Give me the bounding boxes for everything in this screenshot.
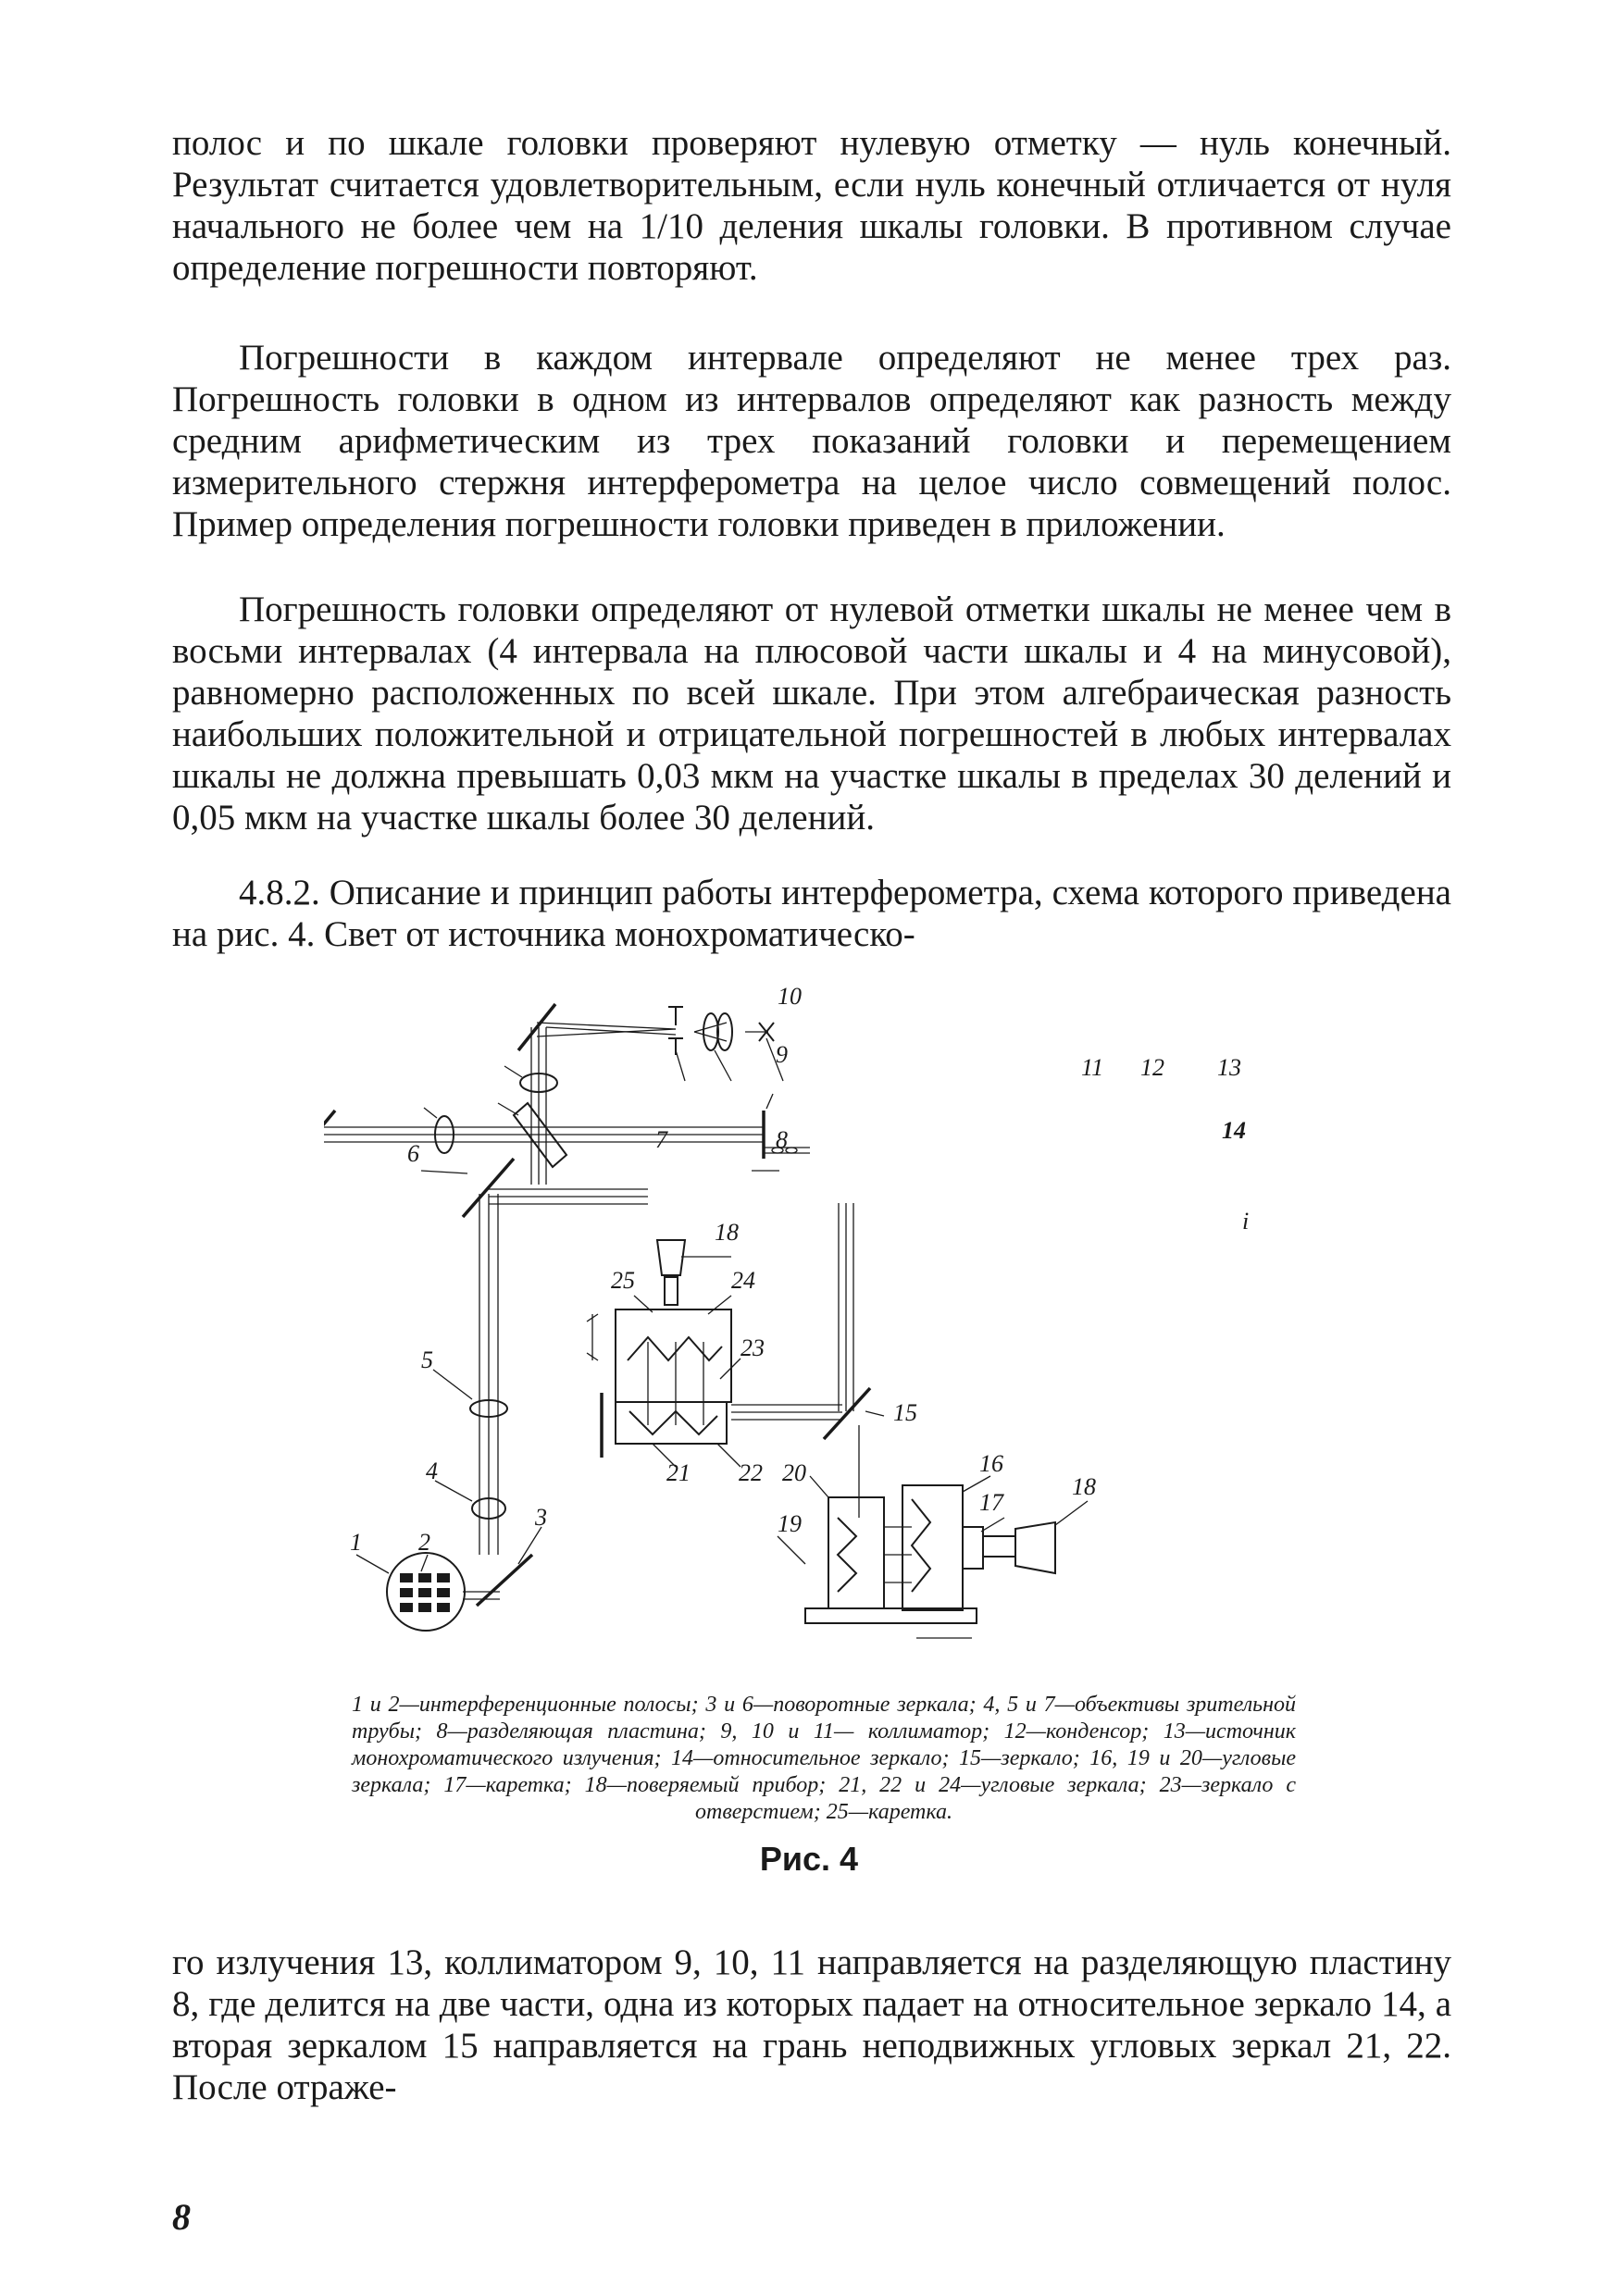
label-25: 25 [611, 1267, 635, 1294]
label-20: 20 [782, 1459, 806, 1486]
label-1: 1 [350, 1529, 362, 1556]
carriage-17-instrument-18 [963, 1522, 1055, 1573]
figure-caption: 1 и 2—интерференционные полосы; 3 и 6—поворотные зеркала; 4, 5 и 7—объективы зрительной трубы; 8—разделяющая пластина; 9, 10 и 11— коллиматор; 12—конденсор; 13—источник монохроматического излучения; 14—относительное зеркало; 15—зеркало; 16, 19 и 20—угловые зеркала; 17—каретка; 18—поверяемый прибор; 21, 22 и 24—угловые зеркала; 23—зеркало с отверстием; 25—каретка. [352, 1693, 1296, 1824]
label-8: 8 [776, 1126, 788, 1153]
paragraph-5: го излучения 13, коллиматором 9, 10, 11 направляется на разделяющую пластину 8, где делится на две части, одна из которых падает на относительное зеркало 14, а вторая зеркалом 15 направляется на грань неподвижных угловых зеркал 21, 22. После отраже- [172, 1942, 1451, 2107]
label-18-right: 18 [1072, 1473, 1096, 1500]
label-10: 10 [778, 983, 802, 1010]
label-6: 6 [407, 1140, 419, 1167]
label-18-top: 18 [715, 1219, 739, 1246]
corner-mirrors-21-22-24 [587, 1309, 731, 1458]
interference-fringes-1-2 [387, 1553, 500, 1631]
label-24: 24 [731, 1267, 755, 1294]
label-4: 4 [426, 1458, 438, 1484]
paragraph-4: 4.8.2. Описание и принцип работы интерферометра, схема которого приведена на рис. 4. Свет от источника монохроматическо- [172, 873, 1451, 954]
label-17: 17 [979, 1489, 1003, 1516]
mirror-15 [824, 1388, 870, 1439]
label-21: 21 [666, 1459, 691, 1486]
label-22: 22 [739, 1459, 763, 1486]
label-19: 19 [778, 1510, 802, 1537]
label-15: 15 [893, 1399, 917, 1426]
paragraph-3: Погрешность головки определяют от нулевой отметки шкалы не менее чем в восьми интервалах (4 интервала на плюсовой части шкалы и 4 на минусовой), равномерно расположенных по всей шкале. При этом алгебраическая разность наибольших положительной и отрицательной погрешностей в любых интервалах шкалы не должна превышать 0,03 мкм на участке шкалы в пределах 30 делений и 0,05 мкм на участке шкалы более 30 делений. [172, 590, 1451, 838]
label-7: 7 [655, 1126, 667, 1153]
corner-mirrors-16-19-20 [805, 1485, 977, 1638]
label-16: 16 [979, 1450, 1003, 1477]
label-13: 13 [1217, 1054, 1241, 1081]
label-11: 11 [1081, 1054, 1104, 1081]
page-number: 8 [172, 2196, 191, 2238]
figure-title: Рис. 4 [759, 1840, 859, 1878]
label-9: 9 [776, 1041, 788, 1068]
paragraph-2: Погрешности в каждом интервале определяют не менее трех раз. Погрешность головки в одном из интервалов определяют как разность между средним арифметическим из трех показаний головки и перемещением измерительного стержня интерферометра на целое число совмещений полос. Пример определения погрешности головки приведен в приложении. [172, 338, 1451, 544]
tested-instrument-18-top [657, 1240, 731, 1305]
label-23: 23 [741, 1334, 765, 1361]
mirror-3 [477, 1555, 532, 1606]
paragraph-1: полос и по шкале головки проверяют нулевую отметку — нуль конечный. Результат считается удовлетворительным, если нуль конечный отличается от нуля начального не более чем на 1/10 деления шкалы головки. В противном случае определение погрешности повторяют. [172, 123, 1451, 288]
label-5: 5 [421, 1347, 433, 1373]
label-12: 12 [1140, 1054, 1164, 1081]
label-i: i [1242, 1208, 1250, 1235]
label-3: 3 [535, 1504, 547, 1531]
label-2: 2 [418, 1529, 430, 1556]
label-14: 14 [1222, 1117, 1246, 1144]
